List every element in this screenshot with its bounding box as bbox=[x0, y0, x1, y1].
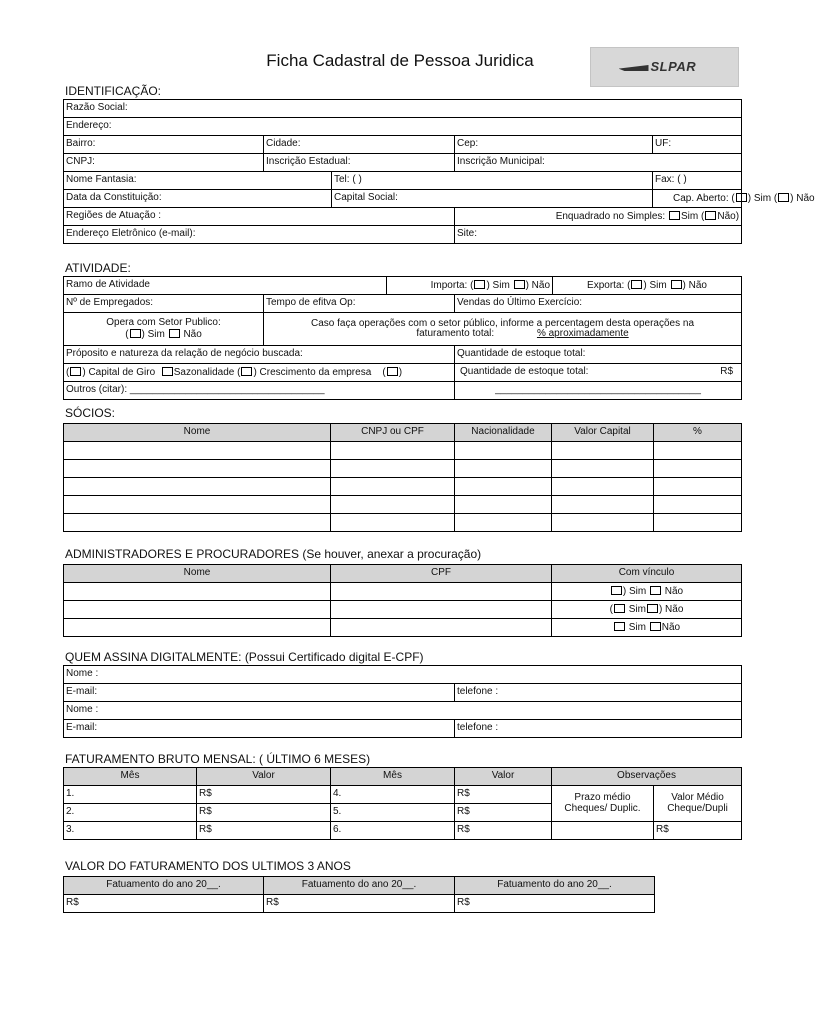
logo-icon: SLPAR bbox=[615, 57, 715, 77]
valor-medio-field[interactable]: R$ bbox=[654, 822, 742, 840]
fat-header-valor-2: Valor bbox=[455, 768, 552, 786]
tempo-operacao-field[interactable]: Tempo de efitva Op: bbox=[264, 295, 455, 313]
ano-1-value[interactable]: R$ bbox=[64, 895, 264, 913]
enquadrado-simples-field: Enquadrado no Simples: Sim ( Não) bbox=[455, 208, 742, 226]
ano-3-value[interactable]: R$ bbox=[455, 895, 655, 913]
ramo-atividade-field[interactable]: Ramo de Atividade bbox=[64, 277, 387, 295]
page-title: Ficha Cadastral de Pessoa Juridica bbox=[266, 51, 534, 70]
section-socios: SÓCIOS: bbox=[65, 406, 116, 420]
admin-header-nome: Nome bbox=[64, 565, 331, 583]
table-row bbox=[64, 496, 742, 514]
anos-table bbox=[63, 876, 655, 913]
fat-header-mes-1: Mês bbox=[64, 768, 197, 786]
exporta-sim-checkbox[interactable] bbox=[631, 280, 642, 289]
vendas-field[interactable]: Vendas do Último Exercício: bbox=[455, 295, 742, 313]
exporta-nao-checkbox[interactable] bbox=[671, 280, 682, 289]
company-logo bbox=[590, 47, 739, 87]
inscricao-municipal-field[interactable]: Inscrição Municipal: bbox=[455, 154, 742, 172]
estoque-underline: _____________________________________ bbox=[455, 382, 742, 400]
valor-medio-label: Valor Médio Cheque/Dupli bbox=[654, 786, 742, 822]
atividade-table bbox=[63, 276, 742, 400]
assina-nome-field-2[interactable]: Nome : bbox=[64, 702, 742, 720]
vinculo-sim-checkbox[interactable] bbox=[614, 604, 625, 613]
section-identificacao: IDENTIFICAÇÃO: bbox=[65, 84, 162, 98]
fax-field[interactable]: Fax: ( ) bbox=[653, 172, 742, 190]
anos-header-3: Fatuamento do ano 20__. bbox=[455, 877, 655, 895]
section-anos: VALOR DO FATURAMENTO DOS ULTIMOS 3 ANOS bbox=[65, 859, 351, 873]
bairro-field[interactable]: Bairro: bbox=[64, 136, 264, 154]
admin-header-vinculo: Com vínculo bbox=[552, 565, 742, 583]
percentual-setor-publico-field[interactable]: Caso faça operações com o setor público, informe a percentagem desta operações na faturamento total: % aproximadamente bbox=[264, 313, 742, 346]
crescimento-checkbox[interactable] bbox=[241, 367, 252, 376]
socios-header-nome: Nome bbox=[64, 424, 331, 442]
simples-nao-checkbox[interactable] bbox=[705, 211, 716, 220]
assina-email-field-1[interactable]: E-mail: bbox=[64, 684, 455, 702]
socios-header-percent: % bbox=[654, 424, 742, 442]
assina-telefone-field-2[interactable]: telefone : bbox=[455, 720, 742, 738]
ano-2-value[interactable]: R$ bbox=[264, 895, 455, 913]
table-row: ( Sim ) Não bbox=[64, 601, 742, 619]
table-row: ) Sim Não bbox=[64, 583, 742, 601]
socios-table bbox=[63, 423, 742, 532]
sazonalidade-checkbox[interactable] bbox=[162, 367, 173, 376]
tel-field[interactable]: Tel: ( ) bbox=[332, 172, 653, 190]
importa-sim-checkbox[interactable] bbox=[474, 280, 485, 289]
prazo-medio-field[interactable] bbox=[552, 822, 654, 840]
fat-header-observacoes: Observações bbox=[552, 768, 742, 786]
regioes-atuacao-field[interactable]: Regiões de Atuação : bbox=[64, 208, 455, 226]
table-row bbox=[64, 478, 742, 496]
endereco-field[interactable]: Endereço: bbox=[64, 118, 742, 136]
outro-proposito-checkbox[interactable] bbox=[387, 367, 398, 376]
anos-header-1: Fatuamento do ano 20__. bbox=[64, 877, 264, 895]
section-faturamento: FATURAMENTO BRUTO MENSAL: ( ÚLTIMO 6 MESES) bbox=[65, 752, 371, 766]
table-row: 3. R$ 6. R$ R$ bbox=[64, 822, 742, 840]
socios-header-nacionalidade: Nacionalidade bbox=[455, 424, 552, 442]
quantidade-estoque-label: Quantidade de estoque total: bbox=[455, 346, 742, 364]
setor-sim-checkbox[interactable] bbox=[130, 329, 141, 338]
vinculo-nao-checkbox[interactable] bbox=[650, 586, 661, 595]
table-row: 1. R$ 4. R$ Prazo médio Cheques/ Duplic. Valor Médio Cheque/Dupli bbox=[64, 786, 742, 804]
cidade-field[interactable]: Cidade: bbox=[264, 136, 455, 154]
assina-telefone-field-1[interactable]: telefone : bbox=[455, 684, 742, 702]
importa-nao-checkbox[interactable] bbox=[514, 280, 525, 289]
anos-header-2: Fatuamento do ano 20__. bbox=[264, 877, 455, 895]
site-field[interactable]: Site: bbox=[455, 226, 742, 244]
assina-nome-field-1[interactable]: Nome : bbox=[64, 666, 742, 684]
socios-header-cnpj: CNPJ ou CPF bbox=[331, 424, 455, 442]
table-row: Sim Não bbox=[64, 619, 742, 637]
admin-header-cpf: CPF bbox=[331, 565, 552, 583]
exporta-field: Exporta: ( ) Sim ) Não bbox=[553, 277, 742, 295]
outros-field[interactable]: Outros (citar): ___________________________________ bbox=[64, 382, 455, 400]
table-row bbox=[64, 895, 655, 913]
proposito-options: ( ) Capital de Giro Sazonalidade ( ) Crescimento da empresa ( ) bbox=[64, 364, 455, 382]
setor-nao-checkbox[interactable] bbox=[169, 329, 180, 338]
table-row bbox=[64, 514, 742, 532]
vinculo-sim-checkbox[interactable] bbox=[611, 586, 622, 595]
proposito-label: Próposito e natureza da relação de negócio buscada: bbox=[64, 346, 455, 364]
section-atividade: ATIVIDADE: bbox=[65, 261, 131, 275]
socios-header-valor-capital: Valor Capital bbox=[552, 424, 654, 442]
empregados-field[interactable]: Nº de Empregados: bbox=[64, 295, 264, 313]
table-row: 2. R$ 5. R$ bbox=[64, 804, 742, 822]
vinculo-sim-checkbox[interactable] bbox=[614, 622, 625, 631]
identificacao-table bbox=[63, 99, 815, 244]
capital-social-field[interactable]: Capital Social: bbox=[332, 190, 653, 208]
quantidade-estoque-field[interactable]: Quantidade de estoque total: R$ bbox=[455, 364, 742, 382]
administradores-table bbox=[63, 564, 742, 637]
nome-fantasia-field[interactable]: Nome Fantasia: bbox=[64, 172, 332, 190]
opera-setor-publico-field: Opera com Setor Publico: ( ) Sim Não bbox=[64, 313, 264, 346]
section-assina: QUEM ASSINA DIGITALMENTE: (Possui Certificado digital E-CPF) bbox=[65, 650, 424, 664]
fat-header-valor-1: Valor bbox=[197, 768, 331, 786]
cap-aberto-nao-checkbox[interactable] bbox=[778, 193, 789, 202]
fat-header-mes-2: Mês bbox=[331, 768, 455, 786]
cnpj-field[interactable]: CNPJ: bbox=[64, 154, 264, 172]
capital-giro-checkbox[interactable] bbox=[70, 367, 81, 376]
cep-field[interactable]: Cep: bbox=[455, 136, 653, 154]
section-administradores: ADMINISTRADORES E PROCURADORES (Se houver, anexar a procuração) bbox=[65, 547, 482, 561]
table-row bbox=[64, 460, 742, 478]
faturamento-table bbox=[63, 767, 742, 840]
assina-email-field-2[interactable]: E-mail: bbox=[64, 720, 455, 738]
vinculo-nao-checkbox[interactable] bbox=[650, 622, 661, 631]
importa-field: Importa: ( ) Sim ) Não bbox=[387, 277, 553, 295]
data-constituicao-field[interactable]: Data da Constituição: bbox=[64, 190, 332, 208]
email-field[interactable]: Endereço Eletrônico (e-mail): bbox=[64, 226, 455, 244]
table-row bbox=[64, 442, 742, 460]
prazo-medio-label: Prazo médio Cheques/ Duplic. bbox=[552, 786, 654, 822]
vinculo-nao-checkbox[interactable] bbox=[647, 604, 658, 613]
razao-social-field[interactable]: Razão Social: bbox=[64, 100, 742, 118]
cap-aberto-field: Cap. Aberto: ( ) Sim ( ) Não bbox=[653, 190, 742, 208]
simples-sim-checkbox[interactable] bbox=[669, 211, 680, 220]
cap-aberto-sim-checkbox[interactable] bbox=[736, 193, 747, 202]
assina-table bbox=[63, 665, 742, 738]
inscricao-estadual-field[interactable]: Inscrição Estadual: bbox=[264, 154, 455, 172]
uf-field[interactable]: UF: bbox=[653, 136, 742, 154]
